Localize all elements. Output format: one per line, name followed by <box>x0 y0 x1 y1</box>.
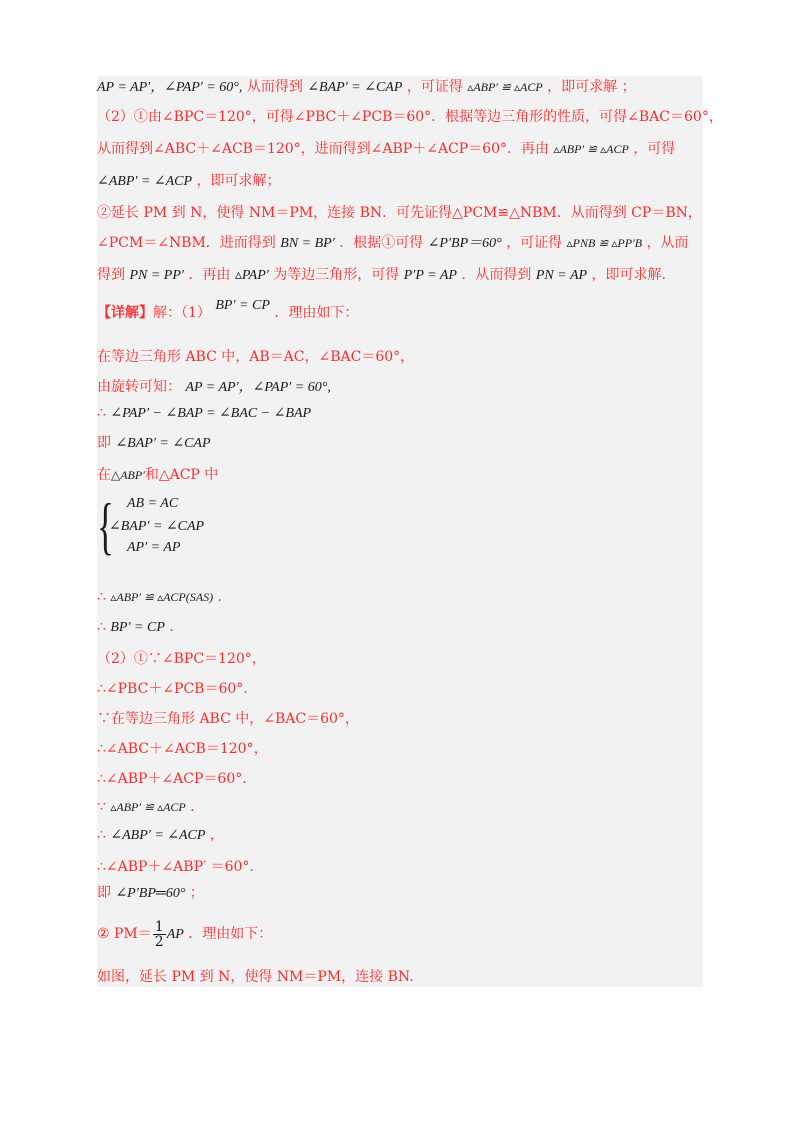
math: ▵ABP′ ≌ ▵ACP <box>110 800 186 814</box>
line-21 <box>97 798 204 816</box>
text: ． <box>169 619 184 635</box>
text: ∵ <box>97 799 106 815</box>
line-17 <box>97 680 248 698</box>
line-4 <box>97 172 281 191</box>
text: ． <box>217 589 232 605</box>
line-7 <box>97 266 666 285</box>
math: ∠ABP′ = ∠ACP <box>110 828 206 843</box>
line-20 <box>97 770 247 788</box>
math: ∠ABP′ = ∠ACP <box>97 174 193 189</box>
text: 和△ACP 中 <box>144 467 219 483</box>
text: 从而得到∠ABC＋∠ACB＝120°，进而得到∠ABP＋∠ACP＝60°．再由 <box>97 141 549 157</box>
line-26 <box>97 968 414 986</box>
line-11 <box>97 404 311 423</box>
text: 在等边三角形 ABC 中，AB＝AC，∠BAC＝60°， <box>97 349 415 365</box>
line-16 <box>97 650 266 668</box>
math: AP <box>166 927 184 942</box>
brace-icon: { <box>97 490 114 561</box>
line-5 <box>97 204 702 222</box>
text: 在 <box>97 467 111 483</box>
line-13 <box>97 466 218 484</box>
line-2 <box>97 108 723 126</box>
math: ∠BAP′ = ∠CAP <box>307 80 403 95</box>
text: ∴∠ABP＋∠ACP＝60°. <box>97 771 247 787</box>
equation-system <box>97 490 297 561</box>
math: ▵PAP′ <box>234 268 269 283</box>
math: ▵ABP′ ≌ ▵ACP(SAS) <box>110 590 214 604</box>
line-19 <box>97 740 268 758</box>
line-3 <box>97 140 675 158</box>
text: ∠PCM＝∠NBM．进而得到 <box>97 235 276 251</box>
text: ，可证得 <box>406 79 463 95</box>
line-12 <box>97 434 211 453</box>
line-10 <box>97 378 331 397</box>
line-14 <box>97 588 232 606</box>
text: ，可得 <box>633 141 676 157</box>
detail-label: 【详解】 <box>97 305 153 321</box>
math: PN = PP′ <box>129 268 184 283</box>
solution-panel <box>97 76 723 987</box>
text: ∠BPC＝120°，可得∠PBC＋∠PCB＝60°．根据等边三角形的性质，可得∠BAC＝60°， <box>161 109 723 125</box>
fraction-denominator: 2 <box>154 933 164 950</box>
text: ．再由 <box>188 267 231 283</box>
text: 从而得到 <box>246 79 303 95</box>
text: ∴∠ABC＋∠ACB＝120°， <box>97 741 268 757</box>
math: PN = AP <box>535 268 588 283</box>
line-8 <box>97 298 359 323</box>
text: ， <box>209 827 224 843</box>
text: ，可证得 <box>506 235 563 251</box>
text: （2）①∵∠BPC＝120°， <box>97 651 266 667</box>
line-23 <box>97 858 254 876</box>
text: ∴ <box>97 589 106 605</box>
math: BN = BP′ <box>280 236 335 251</box>
text: 即 <box>97 885 111 901</box>
text: ∴∠PBC＋∠PCB＝60°. <box>97 681 248 697</box>
math: P′P = AP <box>403 268 457 283</box>
math: ▵ABP′ ≌ ▵ACP <box>467 80 543 94</box>
text: ，即可求解； <box>196 173 281 189</box>
text: ．根据①可得 <box>339 235 424 251</box>
text: ．理由如下： <box>274 305 359 321</box>
line-25 <box>97 918 272 951</box>
text: ．理由如下： <box>188 926 273 942</box>
text: ； <box>189 885 204 901</box>
line-18 <box>97 710 359 728</box>
text: 如图，延长 PM 到 N，使得 NM＝PM，连接 BN. <box>97 969 414 985</box>
math: AP = AP′，∠PAP′ = 60°, <box>185 380 331 395</box>
line-6 <box>97 234 688 253</box>
system-row: ∠BAP′ = ∠CAP <box>109 519 205 534</box>
text: ② PM＝ <box>97 926 152 942</box>
text: ．从而得到 <box>461 267 532 283</box>
math: ▵ABP′ ≌ ▵ACP <box>553 142 629 156</box>
text: 由旋转可知： <box>97 379 181 395</box>
math: ∠P′BP═60° <box>115 886 186 901</box>
text: ∴∠ABP＋∠ABP′ ＝60°. <box>97 859 254 875</box>
line-15 <box>97 618 183 637</box>
math: AP = AP′，∠PAP′ = 60°, <box>97 80 243 95</box>
text: 即 <box>97 435 111 451</box>
math: ∠BAP′ = ∠CAP <box>115 436 211 451</box>
text: 得到 <box>97 267 125 283</box>
text: （2）①由 <box>97 109 162 125</box>
text: ∵在等边三角形 ABC 中，∠BAC＝60°， <box>97 711 359 727</box>
math: BP′ = CP <box>110 620 165 635</box>
text: ，从而 <box>646 235 689 251</box>
text: ∴ <box>97 619 106 635</box>
text: ∴ <box>97 827 106 843</box>
line-22 <box>97 826 224 845</box>
fraction <box>153 920 166 949</box>
line-9 <box>97 348 414 366</box>
system-row: AP′ = AP <box>127 540 181 555</box>
line-1 <box>97 78 636 97</box>
line-24 <box>97 884 204 903</box>
text: ②延长 PM 到 N，使得 NM＝PM，连接 BN．可先证得△PCM≌△NBM．从而得到 CP＝BN， <box>97 205 702 221</box>
text: ，即可求解 ； <box>547 79 636 95</box>
math: △ABP′ <box>111 468 145 482</box>
math: ▵PNB ≌ ▵PP′B <box>566 236 643 250</box>
fraction-numerator: 1 <box>154 918 164 935</box>
system-row: AB = AC <box>127 496 179 511</box>
math: ∠PAP′ − ∠BAP = ∠BAC − ∠BAP <box>110 406 312 421</box>
text: 为等边三角形，可得 <box>273 267 400 283</box>
math: ∠P′BP＝60° <box>427 236 502 251</box>
text: ． <box>190 799 205 815</box>
text: ，即可求解. <box>591 267 666 283</box>
text: ∴ <box>97 405 106 421</box>
text: 解：（1） <box>153 305 211 321</box>
math: BP′ = CP <box>215 298 270 313</box>
